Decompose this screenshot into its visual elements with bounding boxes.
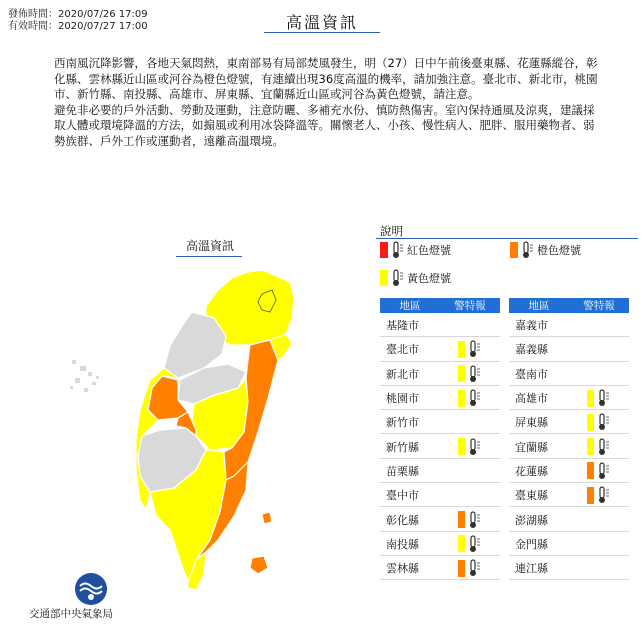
yellow-swatch — [380, 270, 388, 286]
yellow-warning-swatch — [458, 341, 465, 358]
table-row — [509, 434, 629, 458]
title-underline — [264, 32, 380, 33]
region-name: 金門縣 — [515, 537, 548, 551]
legend-item-orange — [510, 241, 581, 259]
map-region-penghu — [70, 360, 99, 392]
yellow-warning-swatch — [458, 535, 465, 552]
column-header-warning: 警特報 — [454, 300, 486, 312]
region-name: 新竹縣 — [386, 440, 419, 454]
yellow-warning-swatch — [458, 390, 465, 407]
thermometer-icon — [596, 462, 610, 480]
table-header — [380, 298, 500, 313]
region-name: 雲林縣 — [386, 562, 419, 576]
orange-warning-swatch — [458, 560, 465, 577]
agency-name: 交通部中央氣象局 — [29, 608, 113, 620]
table-row — [509, 362, 629, 386]
table-row — [380, 507, 500, 531]
region-name: 新北市 — [386, 367, 419, 381]
description-paragraph-1: 西南風沉降影響，各地天氣悶熱，東南部易有局部焚風發生，明（27）日中午前後臺東縣、花蓮縣縱谷，彰化縣、雲林縣近山區或河谷為橙色燈號，有連續出現36度高溫的機率，請加強注意。臺北市、新北市，桃園市、新竹縣、南投縣、高雄市、屏東縣、宜蘭縣近山區或河谷為黃色燈號，請注意。 — [54, 56, 598, 101]
table-row — [380, 556, 500, 580]
table-row — [509, 337, 629, 361]
warning-cell — [575, 389, 610, 407]
table-body-left — [380, 313, 500, 580]
thermometer-icon — [467, 535, 481, 553]
thermometer-icon — [467, 340, 481, 358]
row-divider — [509, 579, 629, 580]
table-row — [380, 434, 500, 458]
thermometer-icon — [467, 559, 481, 577]
legend-item-red — [380, 241, 451, 259]
taiwan-map — [60, 258, 310, 598]
region-name: 臺南市 — [515, 367, 548, 381]
region-name: 高雄市 — [515, 392, 548, 406]
yellow-warning-swatch — [587, 438, 594, 455]
table-row — [380, 386, 500, 410]
table-row — [509, 532, 629, 556]
orange-warning-swatch — [458, 511, 465, 528]
thermometer-icon — [390, 269, 404, 287]
thermometer-icon — [596, 389, 610, 407]
warning-cell — [446, 511, 481, 529]
table-row — [509, 386, 629, 410]
yellow-warning-swatch — [587, 390, 594, 407]
region-name: 彰化縣 — [386, 513, 419, 527]
table-row — [380, 459, 500, 483]
warning-cell — [575, 486, 610, 504]
table-row — [380, 362, 500, 386]
legend-red-label: 紅色燈號 — [407, 244, 451, 257]
region-name: 苗栗縣 — [386, 464, 419, 478]
table-row — [509, 483, 629, 507]
map-title-underline — [176, 256, 242, 257]
warning-table-left — [380, 298, 500, 580]
orange-warning-swatch — [587, 487, 594, 504]
region-name: 臺北市 — [386, 343, 419, 357]
row-divider — [380, 579, 500, 580]
description-paragraph-2: 避免非必要的戶外活動、勞動及運動，注意防曬、多補充水份、慎防熱傷害。室內保持通風及涼爽，建議採取人體或環境降溫的方法，如搧風或利用冰袋降溫等。關懷老人、小孩、慢性病人、肥胖、服用藥物者、弱勢族群、戶外工作或運動者，遠離高溫環境。 — [54, 102, 595, 148]
table-row — [509, 556, 629, 580]
warning-cell — [446, 340, 481, 358]
cwb-logo-icon — [74, 572, 108, 606]
map-region-green-island — [262, 512, 272, 524]
thermometer-icon — [520, 241, 534, 259]
warning-cell — [446, 559, 481, 577]
region-name: 新竹市 — [386, 416, 419, 430]
warning-cell — [446, 438, 481, 456]
warning-cell — [575, 438, 610, 456]
table-header — [509, 298, 629, 313]
table-body-right — [509, 313, 629, 580]
orange-warning-swatch — [587, 462, 594, 479]
thermometer-icon — [390, 241, 404, 259]
region-name: 連江縣 — [515, 562, 548, 576]
warning-cell — [446, 535, 481, 553]
thermometer-icon — [467, 438, 481, 456]
region-name: 臺東縣 — [515, 489, 548, 503]
column-header-warning: 警特報 — [583, 300, 615, 312]
description — [54, 56, 598, 149]
warning-cell — [446, 389, 481, 407]
table-row — [509, 507, 629, 531]
yellow-warning-swatch — [458, 438, 465, 455]
table-row — [509, 313, 629, 337]
warning-table-right — [509, 298, 629, 580]
table-row — [509, 410, 629, 434]
region-name: 宜蘭縣 — [515, 440, 548, 454]
table-row — [380, 532, 500, 556]
red-swatch — [380, 242, 388, 258]
column-header-region: 地區 — [528, 300, 550, 312]
region-name: 嘉義縣 — [515, 343, 548, 357]
warning-cell — [446, 365, 481, 383]
column-header-region: 地區 — [399, 300, 421, 312]
region-name: 屏東縣 — [515, 416, 548, 430]
warning-cell — [575, 462, 610, 480]
table-row — [380, 313, 500, 337]
region-name: 嘉義市 — [515, 319, 548, 333]
map-region-orchid-island — [250, 556, 268, 574]
warning-cell — [575, 413, 610, 431]
thermometer-icon — [467, 389, 481, 407]
orange-swatch — [510, 242, 518, 258]
region-name: 桃園市 — [386, 392, 419, 406]
thermometer-icon — [467, 365, 481, 383]
legend-orange-label: 橙色燈號 — [537, 244, 581, 257]
region-name: 臺中市 — [386, 489, 419, 503]
legend-title: 說明 — [380, 224, 403, 238]
thermometer-icon — [596, 438, 610, 456]
table-row — [380, 337, 500, 361]
table-row — [509, 459, 629, 483]
page-title: 高溫資訊 — [285, 13, 358, 32]
thermometer-icon — [596, 486, 610, 504]
issue-time: 發佈時間：2020/07/26 17:09 — [8, 9, 148, 20]
legend-yellow-label: 黃色燈號 — [407, 272, 451, 285]
table-row — [380, 410, 500, 434]
valid-time: 有效時間：2020/07/27 17:00 — [8, 21, 148, 32]
yellow-warning-swatch — [458, 365, 465, 382]
region-name: 花蓮縣 — [515, 464, 548, 478]
thermometer-icon — [596, 413, 610, 431]
region-name: 南投縣 — [386, 537, 419, 551]
thermometer-icon — [467, 511, 481, 529]
map-title: 高溫資訊 — [185, 239, 234, 253]
region-name: 基隆市 — [386, 319, 419, 333]
legend-item-yellow — [380, 269, 451, 287]
region-name: 澎湖縣 — [515, 513, 548, 527]
legend-title-underline — [376, 238, 638, 239]
yellow-warning-swatch — [587, 414, 594, 431]
table-row — [380, 483, 500, 507]
